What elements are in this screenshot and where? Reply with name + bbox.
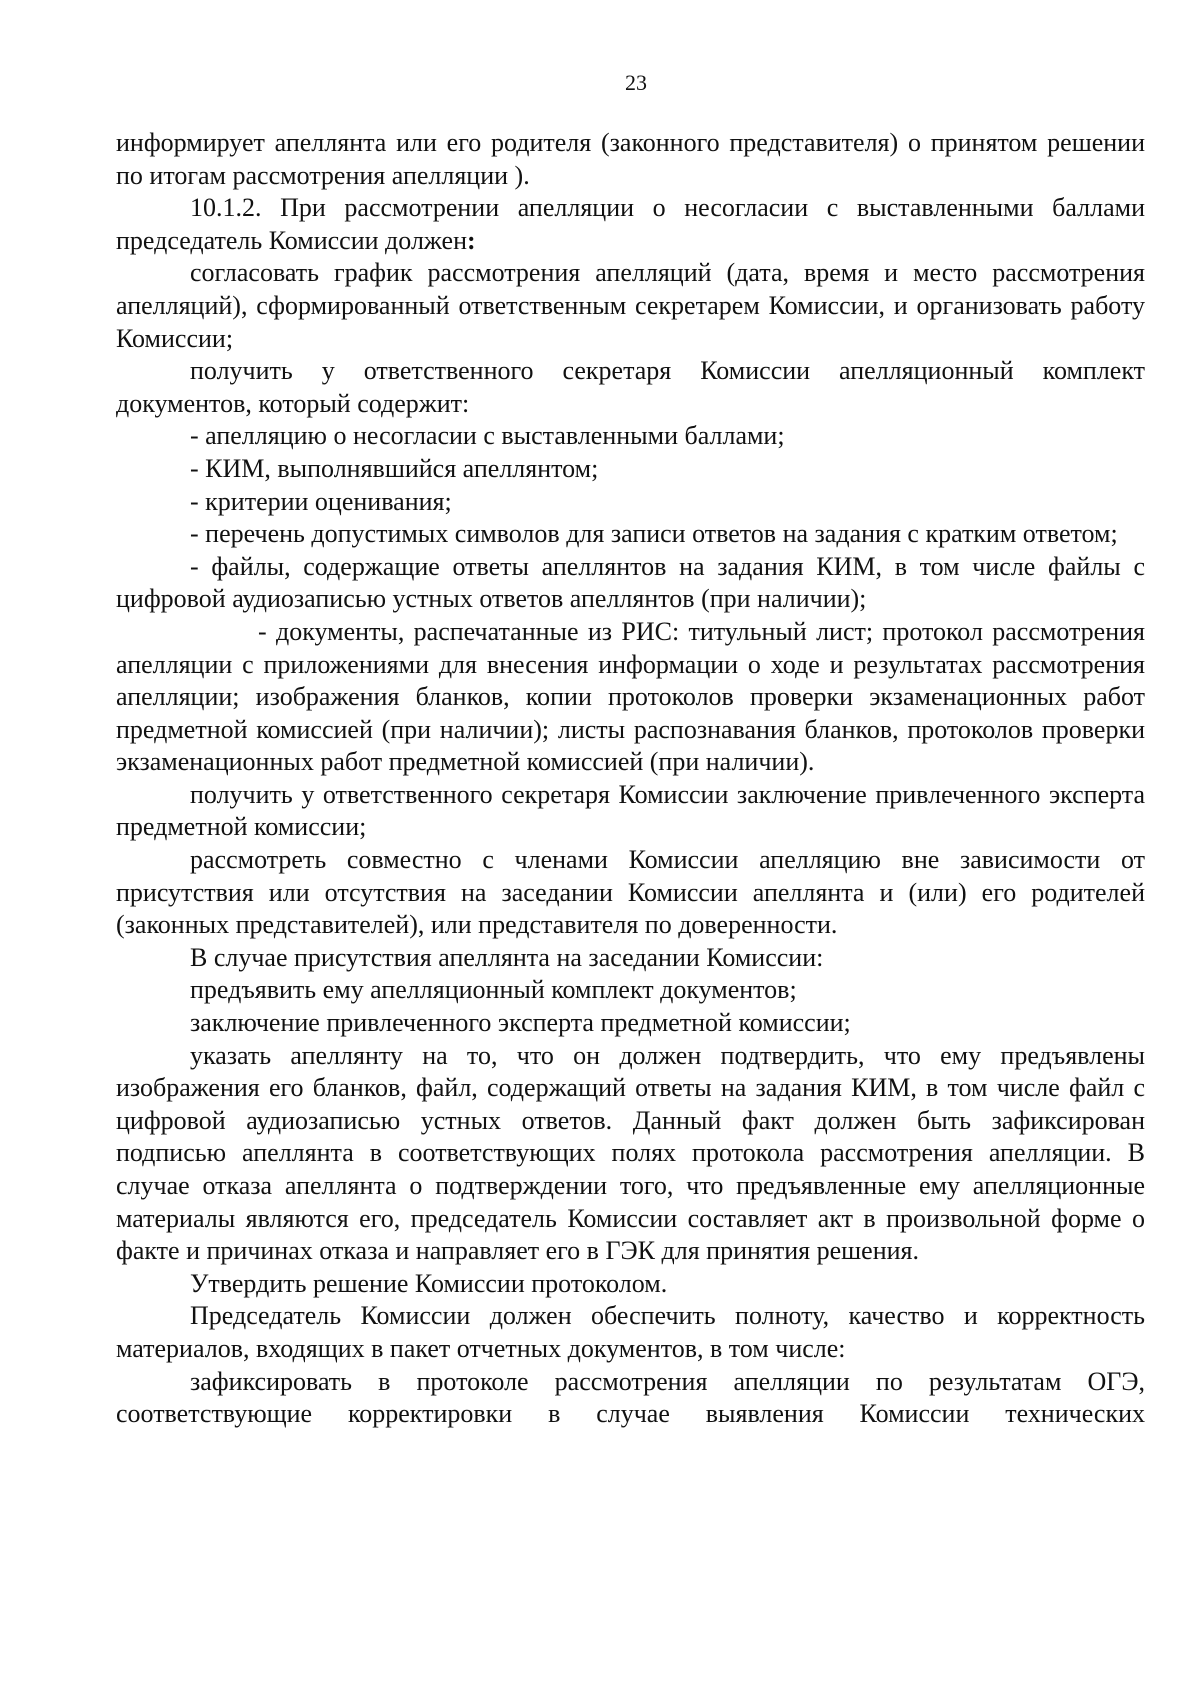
paragraph-confirm-materials: указать апеллянту на то, что он должен подтвердить, что ему предъявлены изображения его бланков, файл, содержащий ответы на задания КИМ, в том числе файл с цифровой аудиозаписью устных ответов. Данный факт должен быть зафиксирован подписью апеллянта в соответствующих полях протокола рассмотрения апелляции. В случае отказа апеллянта о подтверждении того, что предъявленные ему апелляционные материалы являются его, председатель Комиссии составляет акт в произвольной форме о факте и причинах отказа и направляет его в ГЭК для принятия решения. [116, 1040, 1145, 1266]
paragraph-section-10-1-2 [116, 192, 1145, 257]
list-item-ris-documents: - документы, распечатанные из РИС: титульный лист; протокол рассмотрения апелляции с приложениями для внесения информации о ходе и результатах рассмотрения апелляции; изображения бланков, копии протоколов проверки экзаменационных работ предметной комиссией (при наличии); листы распознавания бланков, протоколов проверки экзаменационных работ предметной комиссией (при наличии). [116, 616, 1145, 777]
paragraph-record-corrections: зафиксировать в протоколе рассмотрения апелляции по результатам ОГЭ, соответствующие корректировки в случае выявления Комиссии технических [116, 1366, 1145, 1429]
document-body [116, 127, 1145, 1431]
list-item-kim: - КИМ, выполнявшийся апеллянтом; [190, 453, 599, 483]
paragraph-expert-conclusion-present: заключение привлеченного эксперта предметной комиссии; [190, 1008, 851, 1038]
paragraph-present-kit: предъявить ему апелляционный комплект документов; [190, 975, 797, 1005]
list-item-files: - файлы, содержащие ответы апеллянтов на задания КИМ, в том числе файлы с цифровой аудиозаписью устных ответов апеллянтов (при наличии); [116, 551, 1145, 614]
paragraph-chairman-ensure: Председатель Комиссии должен обеспечить полноту, качество и корректность материалов, входящих в пакет отчетных документов, в том числе: [116, 1301, 1145, 1363]
section-10-1-2-text: 10.1.2. При рассмотрении апелляции о несогласии с выставленными баллами председатель Комиссии должен [116, 193, 1145, 255]
paragraph-expert-conclusion: получить у ответственного секретаря Комиссии заключение привлеченного эксперта предметной комиссии; [116, 779, 1145, 842]
list-item-appeal: - апелляцию о несогласии с выставленными баллами; [190, 421, 785, 451]
list-item-criteria: - критерии оценивания; [190, 486, 452, 516]
section-10-1-2-colon: : [467, 225, 476, 255]
paragraph-informs-appellant: информирует апеллянта или его родителя (законного представителя) о принятом решении по итогам рассмотрения апелляции ). [116, 128, 1145, 190]
paragraph-agree-schedule: согласовать график рассмотрения апелляций (дата, время и место рассмотрения апелляций), сформированный ответственным секретарем Комиссии, и организовать работу Комиссии; [116, 258, 1145, 353]
page-number: 23 [625, 70, 647, 95]
list-item-symbols: - перечень допустимых символов для записи ответов на задания с кратким ответом; [190, 519, 1118, 549]
paragraph-review-appeal: рассмотреть совместно с членами Комиссии апелляцию вне зависимости от присутствия или отсутствия на заседании Комиссии апеллянта и (или) его родителей (законных представителей), или представителя по доверенности. [116, 845, 1145, 940]
paragraph-receive-kit: получить у ответственного секретаря Комиссии апелляционный комплект документов, который содержит: [116, 356, 1145, 418]
paragraph-approve-decision: Утвердить решение Комиссии протоколом. [190, 1268, 668, 1298]
paragraph-appellant-present: В случае присутствия апеллянта на заседании Комиссии: [190, 942, 824, 972]
